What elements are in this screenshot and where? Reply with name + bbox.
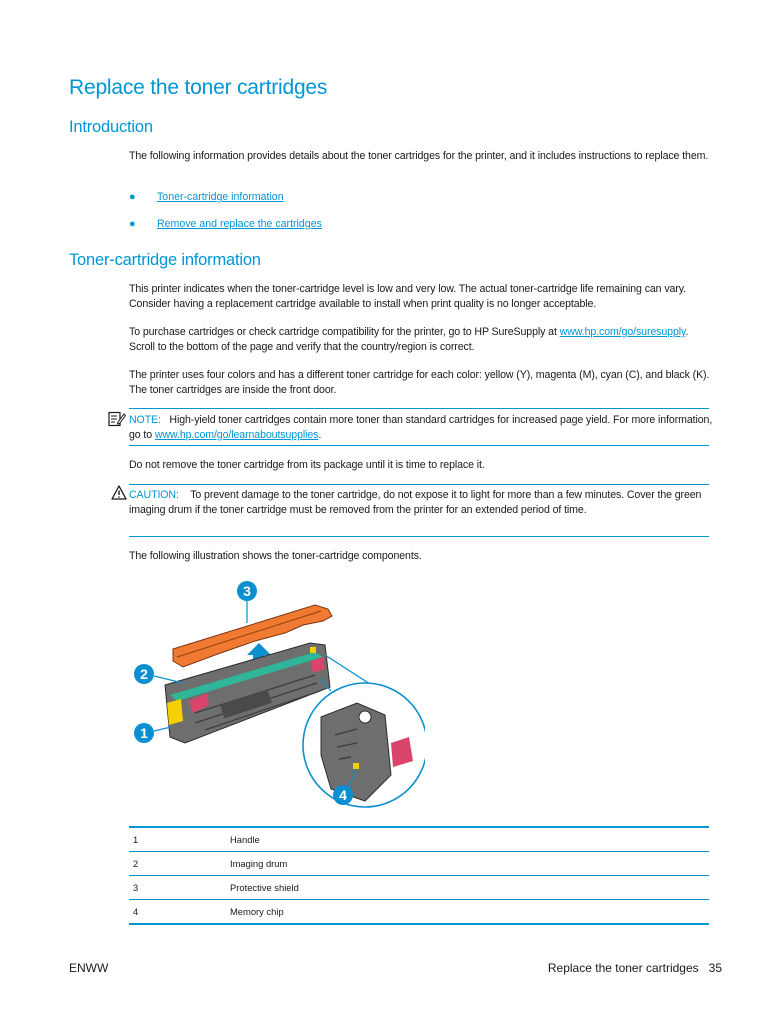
footer-doc-id: ENWW: [69, 961, 109, 975]
toner-info-paragraph-1: This printer indicates when the toner-cartridge level is low and very low. The actual toner-cartridge life remaining can vary. Consider having a replacement cartridge available to install when print quality is no longer acceptable.: [129, 283, 686, 310]
note-icon: [108, 411, 126, 427]
toner-info-paragraph-4: Do not remove the toner cartridge from its package until it is time to replace it.: [129, 459, 485, 471]
note-text: NOTE: High-yield toner cartridges contain more toner than standard cartridges for increased page yield. For more information, go to www.hp.com/go/learnaboutsupplies.: [129, 414, 713, 441]
suresupply-link[interactable]: www.hp.com/go/suresupply: [559, 326, 686, 338]
parts-table: [129, 826, 709, 925]
svg-text:2: 2: [140, 666, 148, 682]
part-name: Memory chip: [226, 900, 709, 925]
remove-replace-cartridges-link[interactable]: Remove and replace the cartridges: [157, 218, 322, 230]
footer-page-info: [548, 961, 722, 975]
callout-2: [134, 664, 154, 684]
svg-text:3: 3: [243, 583, 251, 599]
toner-information-heading: Toner-cartridge information: [69, 251, 261, 269]
caution-text: CAUTION: To prevent damage to the toner cartridge, do not expose it to light for more than a few minutes. Cover the green imaging drum if the toner cartridge must be removed from the printer for an extended period of time.: [129, 489, 702, 516]
caution-top-rule: [129, 484, 709, 485]
illustration-intro: The following illustration shows the toner-cartridge components.: [129, 550, 422, 562]
caution-label: CAUTION:: [129, 489, 179, 501]
footer-section-title: Replace the toner cartridges: [547, 961, 699, 975]
note-top-rule: [129, 408, 709, 409]
toner-cartridge-illustration: [125, 575, 425, 815]
callout-4: [333, 785, 353, 805]
table-row: [129, 827, 709, 852]
part-number: 2: [129, 852, 226, 876]
part-name: Protective shield: [226, 876, 709, 900]
part-name: Imaging drum: [226, 852, 709, 876]
part-number: 4: [129, 900, 226, 925]
toner-cartridge-information-link[interactable]: Toner-cartridge information: [157, 191, 284, 203]
part-number: 1: [129, 827, 226, 852]
bullet-icon: ●: [129, 191, 136, 203]
page-title: Replace the toner cartridges: [69, 76, 328, 99]
table-row: [129, 852, 709, 876]
memory-chip: [353, 763, 359, 769]
callout-1: [134, 723, 154, 743]
table-row: [129, 876, 709, 900]
table-row: [129, 900, 709, 925]
learnaboutsupplies-link[interactable]: www.hp.com/go/learnaboutsupplies: [154, 428, 319, 441]
bullet-icon: ●: [129, 218, 136, 230]
introduction-heading: Introduction: [69, 118, 153, 136]
note-bottom-rule: [129, 445, 709, 446]
svg-text:1: 1: [140, 725, 148, 741]
toner-info-paragraph-2: To purchase cartridges or check cartridge compatibility for the printer, go to HP SureSupply at www.hp.com/go/suresupply. Scroll to the bottom of the page and verify that the country/region is correct.: [129, 326, 689, 353]
page-number: 35: [708, 961, 722, 975]
note-label: NOTE:: [129, 414, 161, 426]
handle: [167, 699, 183, 725]
part-number: 3: [129, 876, 226, 900]
part-name: Handle: [226, 827, 709, 852]
svg-text:4: 4: [339, 787, 347, 803]
caution-bottom-rule: [129, 536, 709, 537]
warning-icon: [111, 485, 127, 500]
callout-3: [237, 581, 257, 601]
introduction-text: The following information provides details about the toner cartridges for the printer, and it includes instructions to replace them.: [129, 150, 709, 162]
toner-info-paragraph-3: The printer uses four colors and has a different toner cartridge for each color: yellow (Y), magenta (M), cyan (C), and black (K). The toner cartridges are inside the front door.: [129, 369, 710, 396]
